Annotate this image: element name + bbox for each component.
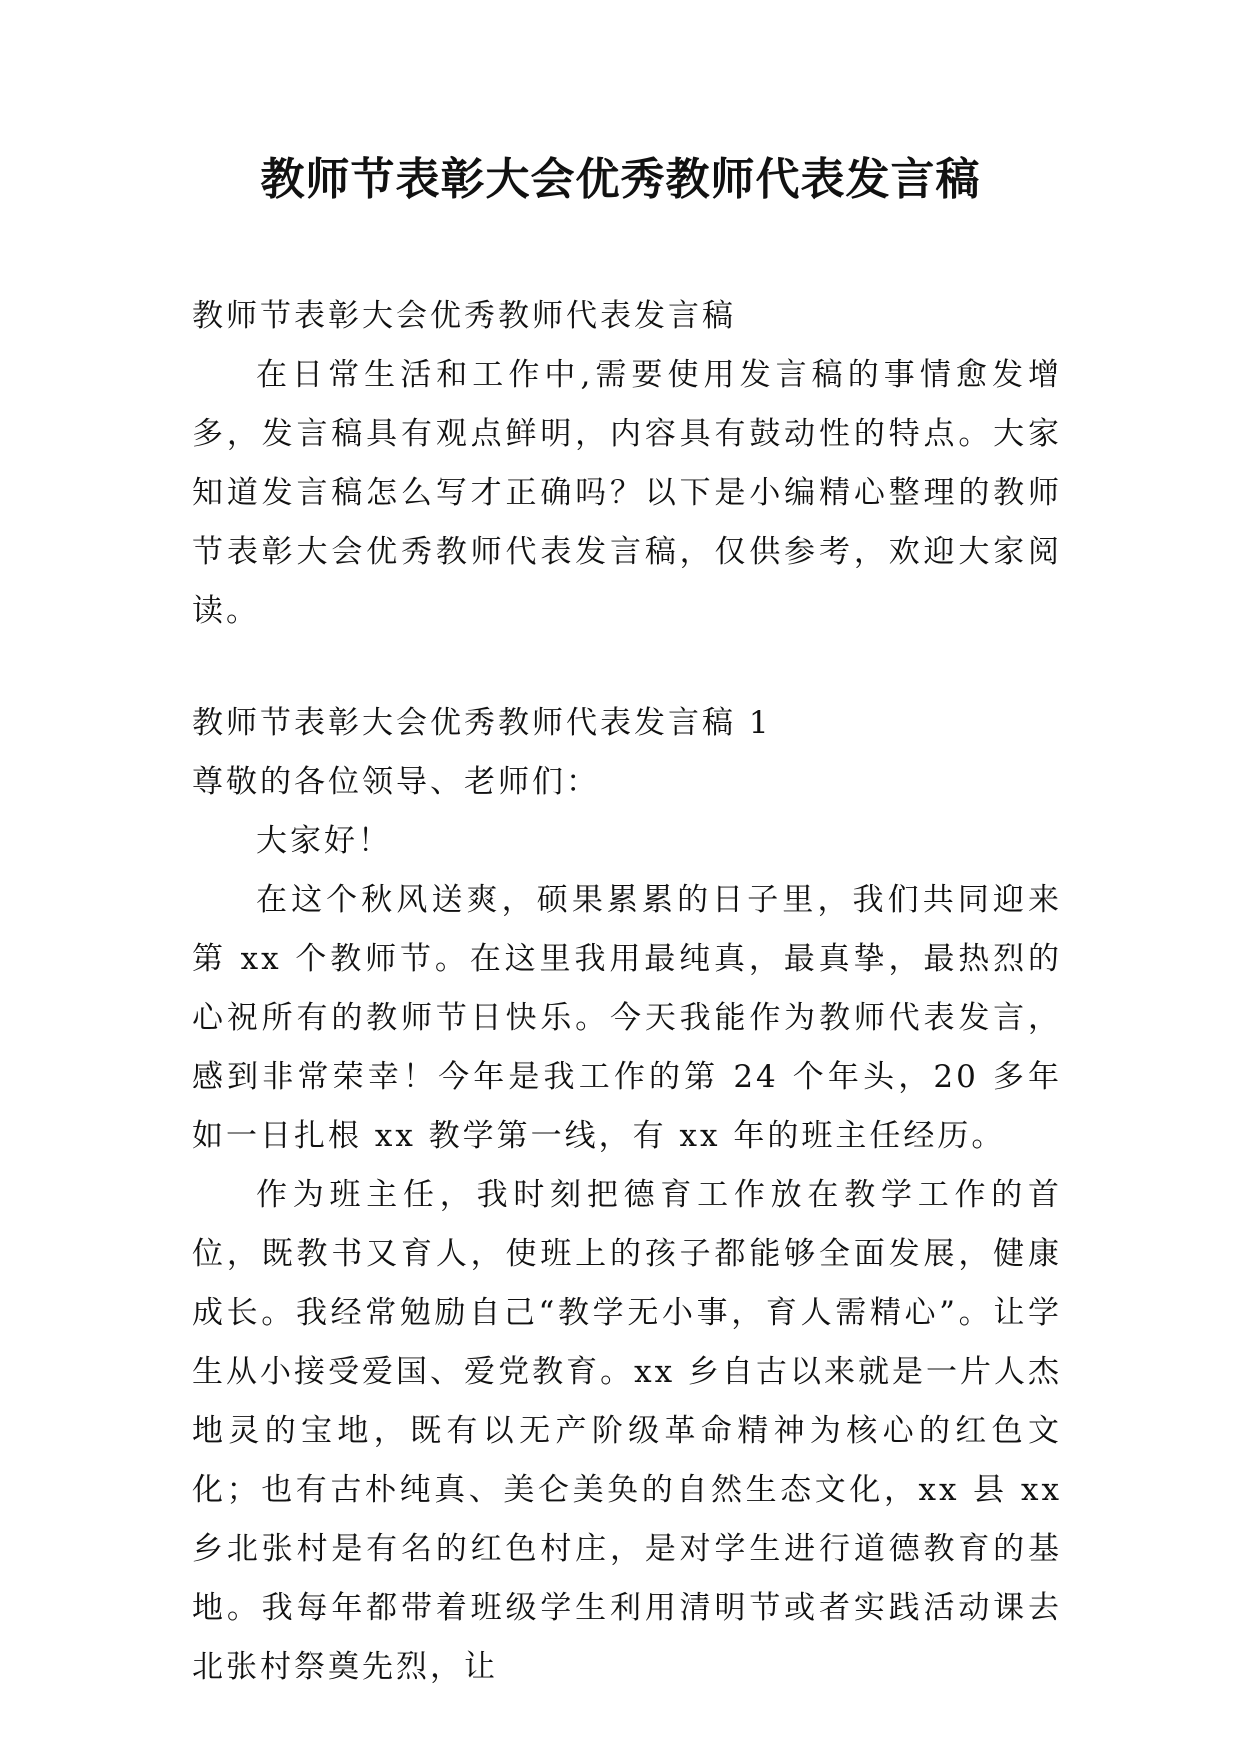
section-spacer — [192, 641, 1062, 694]
greeting-line: 大家好！ — [256, 823, 392, 859]
body-paragraph: 在这个秋风送爽，硕果累累的日子里，我们共同迎来第 xx 个教师节。在这里我用最纯真，最真挚，最热烈的心祝所有的教师节日快乐。今天我能作为教师代表发言，感到非常荣幸！今年是我工作的第 24 个年头，20 多年如一日扎根 xx 教学第一线，有 xx 年的班主任经历。 — [192, 882, 1062, 1154]
body-paragraph: 作为班主任，我时刻把德育工作放在教学工作的首位，既教书又育人，使班上的孩子都能够全面发展，健康成长。我经常勉励自己“教学无小事，育人需精心”。让学生从小接受爱国、爱党教育。xx 乡自古以来就是一片人杰地灵的宝地，既有以无产阶级革命精神为核心的红色文化；也有古朴纯真、美仑美奂的自然生态文化，xx 县 xx 乡北张村是有名的红色村庄，是对学生进行道德教育的基地。我每年都带着班级学生利用清明节或者实践活动课去北张村祭奠先烈，让 — [192, 1177, 1062, 1685]
intro-paragraph: 在日常生活和工作中,需要使用发言稿的事情愈发增多，发言稿具有观点鲜明，内容具有鼓动性的特点。大家知道发言稿怎么写才正确吗？以下是小编精心整理的教师节表彰大会优秀教师代表发言稿，仅供参考，欢迎大家阅读。 — [192, 357, 1062, 629]
document-body — [192, 287, 1062, 1697]
salutation-line: 尊敬的各位领导、老师们： — [192, 764, 600, 800]
document-title: 教师节表彰大会优秀教师代表发言稿 — [260, 154, 981, 205]
subtitle-line: 教师节表彰大会优秀教师代表发言稿 — [192, 298, 736, 334]
section-heading: 教师节表彰大会优秀教师代表发言稿 1 — [192, 705, 772, 741]
